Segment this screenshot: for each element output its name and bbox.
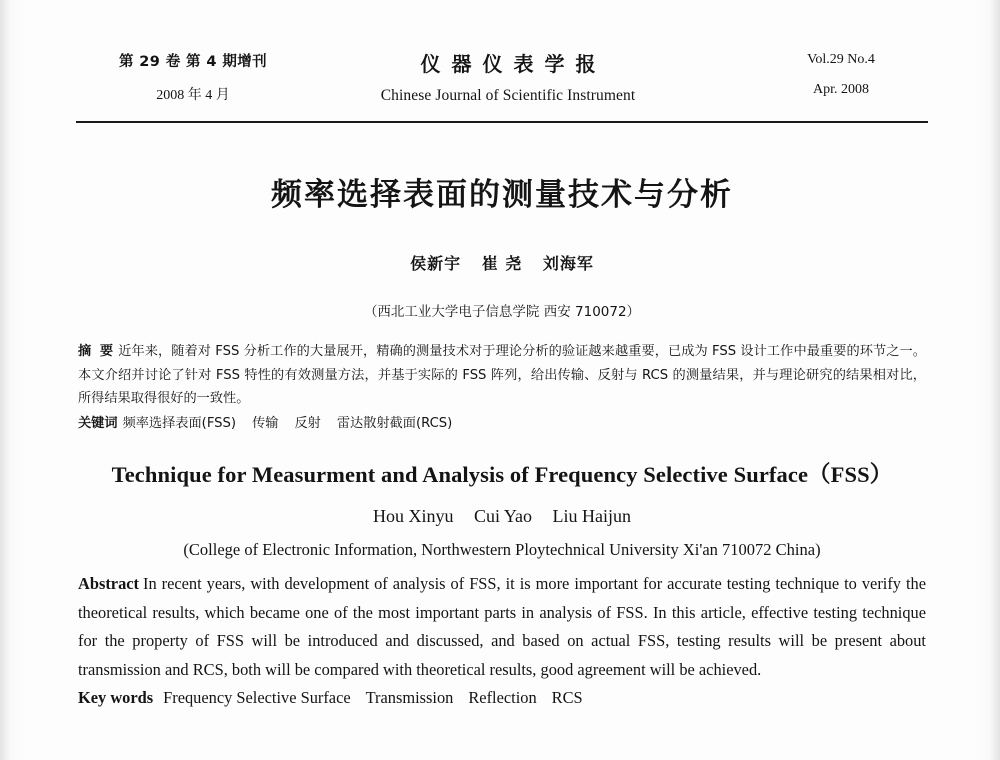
keywords-en [78,684,926,713]
affiliation-cn: （西北工业大学电子信息学院 西安 710072） [363,304,641,320]
keywords-label-cn: 关键词 [78,415,118,431]
keyword-cn: 反射 [294,415,321,431]
masthead-left [78,50,308,104]
keywords-label-en: Key words [78,688,154,707]
journal-title-en: Chinese Journal of Scientific Instrument [380,87,636,104]
author-list-cn [78,251,926,274]
masthead-divider [76,121,928,123]
keyword-en: RCS [551,688,583,707]
article-title-en: Technique for Measurment and Analysis of Frequency Selective Surface（FSS） [111,462,893,487]
article-title-cn: 频率选择表面的测量技术与分析 [271,177,733,213]
author-list-en [78,506,926,527]
keyword-en: Reflection [468,688,537,707]
keyword-en: Frequency Selective Surface [163,688,351,707]
abstract-en [78,570,926,684]
masthead-center [308,48,708,105]
abstract-cn [78,340,926,411]
keyword-en: Transmission [365,688,454,707]
publication-date-en: Apr. 2008 [813,82,869,97]
author-name-en: Liu Haijun [552,506,632,526]
author-name-en: Cui Yao [473,506,533,526]
affiliation-en: (College of Electronic Information, Northwestern Ploytechnical University Xi'an 710072 China) [183,540,821,559]
keyword-cn: 传输 [252,415,279,431]
volume-issue-en: Vol.29 No.4 [807,52,875,67]
abstract-body-en: In recent years, with development of analysis of FSS, it is more important for accurate testing technique to verify the theoretical results, which became one of the most important parts in analysis of FSS. In this article, effective testing technique for the property of FSS will be introduced and discussed, and based on actual FSS, testing results will be present about transmission and RCS, both will be compared with theoretical results, good agreement will be achieved. [78,574,926,679]
author-name-cn: 崔 尧 [481,254,523,273]
masthead [78,50,926,122]
abstract-body-cn: 近年来，随着对 FSS 分析工作的大量展开，精确的测量技术对于理论分析的验证越来越重要，已成为 FSS 设计工作中最重要的环节之一。本文介绍并讨论了针对 FSS 特性的有效测量方法，并基于实际的 FSS 阵列，给出传输、反射与 RCS 的测量结果，并与理论研究的结果相对比，所得结果取得很好的一致性。 [78,344,926,406]
keyword-cn: 雷达散射截面(RCS) [336,415,453,431]
abstract-label-cn: 摘 要 [78,344,116,359]
author-name-cn: 刘海军 [542,254,594,273]
masthead-right [756,52,926,98]
publication-date-cn: 2008 年 4 月 [156,88,230,103]
volume-issue-cn: 第 29 卷 第 4 期增刊 [118,54,268,70]
keyword-cn: 频率选择表面(FSS) [122,415,237,431]
journal-title-cn: 仪器仪表学报 [420,52,607,76]
abstract-label-en: Abstract [78,574,139,593]
keywords-cn [78,412,926,436]
author-name-cn: 侯新宇 [410,254,462,273]
page-content [78,0,926,760]
author-name-en: Hou Xinyu [372,506,454,526]
